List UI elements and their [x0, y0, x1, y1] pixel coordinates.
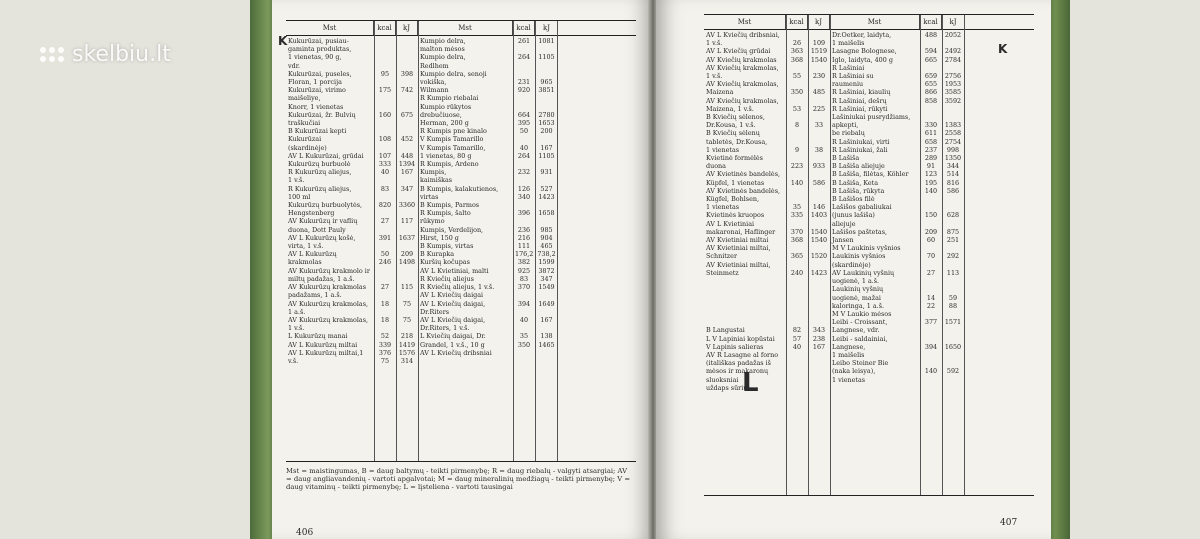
section-letter: K [998, 42, 1008, 56]
kj-column: 398 742 675 452 448 1394 167 347 3360 117 1637 209 1498 115 75 75 218 1419 1576 314 [398, 69, 416, 365]
kj-column: 1081 1105 965 3851 2780 1653 200 167 1105 931 527 1423 1658 985 904 465 738,2 1599 3872 347 1549 1649 167 138 1465 [537, 37, 556, 349]
food-names-column: Dr.Oetker, laidyta, 1 maišelis Lasagne Bolognese, Iglo, laidyta, 400 g R Lašiniai R Lašiniai su raumeniu R Lašiniai, kiaulių R Lašiniai, dešrų R Lašiniai, rūkyti Lašiniukai pusrydžiams, apkepti, be riebalų R Lašiniukai, virti R Lašiniukai, žali B Lašiša B Lašiša aliejuje B Lašiša, filėtas, Köhler B Lašiša, Keta B Lašiša, rūkyta B Lašišos filė Lašišos gabaliukai (junus lašiša) aliejuje Lašišos paštetas, Jansen M V Laukinis vyšnios Laukinis vyšnios (skardinėje) AV Laukinių vyšnių uogienė, 1 a.š. Laukinių vyšnių uogienė, mažai kaloringa, 1 a.š. M V Laukio mėsos Leibi - Croissant, Langnese, vdr. Leibi - saldainiai, Langnese, 1 maišelis Leibo Steiner Bie (naka leisya), 1 vienetas [832, 31, 911, 384]
header-kcal: kcal [513, 21, 535, 35]
right-nutrition-table [704, 14, 1034, 496]
kcal-column: 488 594 665 659 655 866 858 330 611 658 237 289 91 123 195 140 150 209 60 70 27 14 22 377 394 140 [924, 31, 938, 376]
watermark-brand: skelbiu.lt [72, 42, 171, 67]
kcal-column: 261 264 231 920 664 395 50 40 264 232 126 340 396 236 216 111 176,2 382 925 83 370 394 40 35 350 [515, 37, 534, 349]
header-mst: Mst [704, 15, 786, 29]
left-nutrition-table [286, 20, 636, 462]
kj-column: 109 1519 1540 230 485 225 33 38 933 586 146 1403 1540 1540 1520 1423 343 238 167 [810, 39, 828, 351]
watermark [40, 42, 171, 67]
header-kj: kJ [542, 24, 551, 32]
food-names-column: Kukurūzai, pusiau- gaminta produktas, 1 vienetas, 90 g, vdr. Kukurūzai, puseles, Floran, 1 porcija Kukurūzai, virimo maišeliye, Knorr, 1 vienetas Kukurūzai, žr. Bulvių traškučiai B Kukurūzai kepti Kukurūzai (skardinėje) AV L Kukurūzai, grūdai Kukurūzų burbuolė R Kukurūzų aliejus, 1 v.š. R Kukurūzų aliejus, 100 ml Kukurūzų burbuolytės, Hengstenberg AV Kukurūzų ir vaflių duona, Dott Pauly AV L Kukurūzų košė, virta, 1 v.š. AV L Kukurūzų krakmolas AV Kukurūzų krakmolo ir miltų padažas, 1 a.š. AV Kukurūzų krakmolas padažams, 1 a.š. AV Kukurūzų krakmolas, 1 a.š. AV Kukurūzų krakmolas, 1 v.š. L Kukurūzų manai AV L Kukurūzų miltai AV L Kukurūzų miltai,1 v.š. [288, 37, 370, 365]
left-page [272, 0, 652, 539]
header-kcal: kcal [920, 15, 942, 29]
table-body [704, 31, 1034, 491]
section-letter: L [742, 368, 759, 398]
kcal-column: 26 363 368 55 350 53 8 9 223 140 35 335 370 368 365 240 82 57 40 [790, 39, 804, 351]
header-mst: Mst [418, 21, 513, 35]
header-kcal: kcal [786, 15, 808, 29]
table-header [704, 15, 1034, 30]
table-header [286, 21, 636, 36]
header-kj: kJ [949, 18, 957, 26]
legend-footnote: Mst = maistingumas, B = daug baltymų - teikti pirmenybę; R = daug riebalų - valgyti atsargiai; AV = daug angliavandenių - vartoti apgalvotai; M = daug mineralinių medžiagų - teikti pirmenybę; V = daug vitaminų - teikti pirmenybę; L = lįstelienа - vartoti tausingai [286, 467, 631, 492]
food-names-column: AV L Kviečių dribsniai, 1 v.š. AV L Kviečių grūdai AV Kviečių krakmolas AV Kviečių krakmolas, 1 v.š. AV Kviečių krakmolas, Maizena AV Kviečių krakmolas, Maizena, 1 v.š. B Kviečių sėlenos, Dr.Kousa, 1 v.š. B Kviečių sėlenų tabletės, Dr.Kousa, 1 vienetas Kvietinė formėlės duona AV Kvietinės bandelės, Küpfel, 1 vienetas AV Kvietinės bandelės, Kügfel, Bohlsen, 1 vienetas Kvietinės kruopos AV L Kvietiniai makaronai, Haflinger AV Kvietiniai miltai AV Kvietiniai miltai, Schnitzer AV Kvietiniai miltai, Steinmetz B Langustai L V Lapiniai kopūstai V Lapinis salieras AV R Lasagne al forno (itališkas padažas iš mėsos ir makaronų sluoksniai uždaps sūriu), [706, 31, 781, 392]
section-letter: K [278, 34, 288, 48]
header-kj: kJ [396, 21, 418, 35]
table-body [286, 37, 636, 457]
header-kj: kJ [808, 15, 830, 29]
page-number: 406 [296, 528, 314, 538]
header-mst: Mst [286, 21, 374, 35]
kj-column: 2052 2492 2784 2756 1953 3585 3592 1383 2558 2754 998 1350 344 514 816 586 628 875 251 292 113 59 88 1571 1650 592 [944, 31, 962, 376]
kcal-column: 95 175 160 108 107 333 40 83 820 27 391 50 246 27 18 18 52 339 376 75 [378, 69, 392, 365]
page-number: 407 [1000, 518, 1018, 528]
header-mst: Mst [830, 15, 920, 29]
brand-logo-icon [40, 47, 64, 62]
food-names-column: Kumpio delra, malton mėsos Kumpio delra, Redlhem Kumpio delra, senoji vokiška, Wilmann R Kumpio riebalai Kumpio rūkytos drebučiuose, Herman, 200 g R Kumpis pne kinalo V Kumpis Tamarillo V Kumpis Tamarillo, 1 vienetas, 80 g R Kumpis, Ardeno Kumpis, kaimiškas B Kumpis, kalakutienos, virtas B Kumpis, Parmos R Kumpis, šalto rūkymo Kumpis, Verdelijon, Hirst, 150 g B Kumpis, virtas B Kurapka Kuršių kočupas AV L Kvietiniai, malti R Kviečių aliejus R Kviečių aliejus, 1 v.š. AV L Kviečių daigai AV L Kviečių daigai, Dr.Riters AV L Kviečių daigai, Dr.Riters, 1 v.š. L Kviečių daigai, Dr. Grandel, 1 v.š., 10 g AV L Kviečių dribsniai [420, 37, 499, 357]
header-kcal: kcal [374, 21, 396, 35]
right-page [656, 0, 1051, 539]
